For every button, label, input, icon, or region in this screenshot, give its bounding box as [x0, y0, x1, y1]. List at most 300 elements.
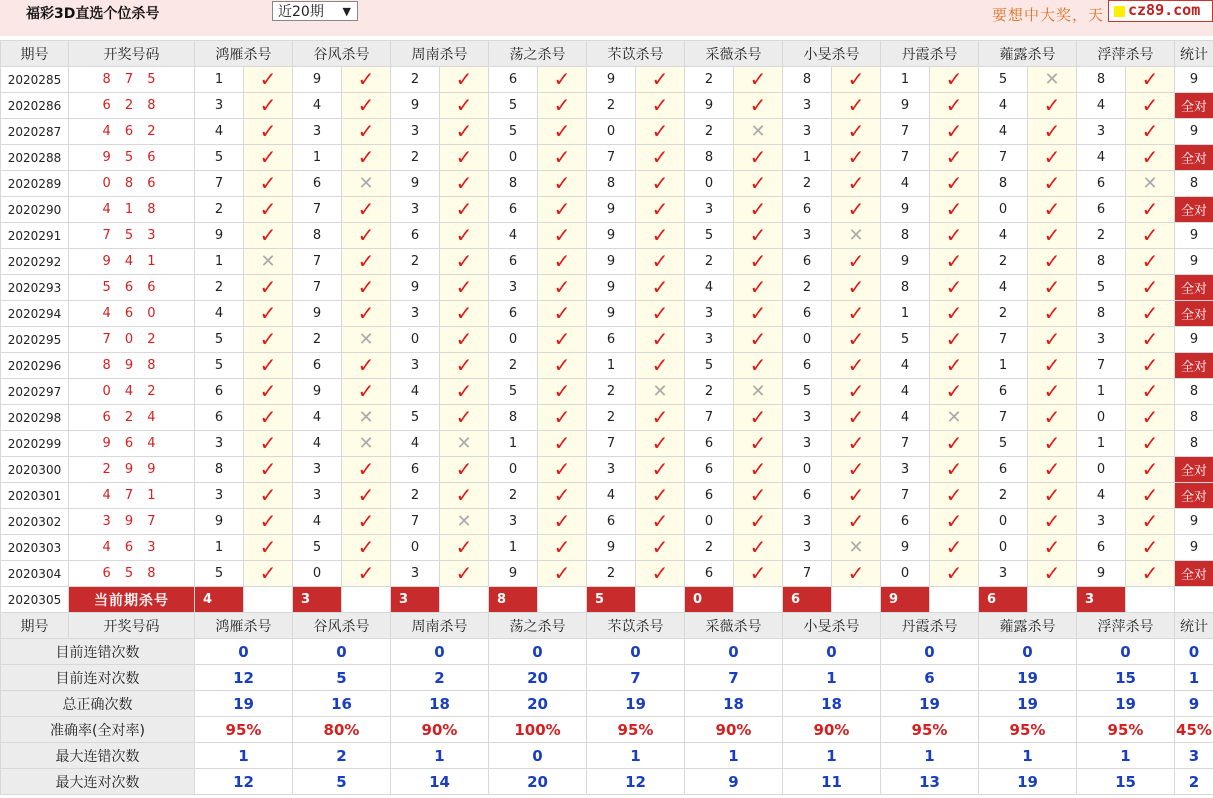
stats-value: 20: [489, 769, 587, 795]
kill-number-cell: 1: [489, 431, 538, 457]
check-icon: ✓: [749, 483, 767, 507]
result-cell: [832, 431, 881, 457]
draw-number-cell: 0 8 6: [69, 171, 195, 197]
result-cell: [636, 561, 685, 587]
check-icon: ✓: [945, 509, 963, 533]
kill-number-cell: 1: [293, 145, 342, 171]
check-icon: ✓: [749, 405, 767, 429]
check-icon: ✓: [651, 171, 669, 195]
check-icon: ✓: [259, 145, 277, 169]
kill-number-cell: 7: [881, 119, 930, 145]
check-icon: ✓: [749, 327, 767, 351]
stats-row: [1, 691, 1213, 717]
stats-value: 18: [685, 691, 783, 717]
result-cell: [342, 249, 391, 275]
stats-value: 11: [783, 769, 881, 795]
check-icon: ✓: [259, 431, 277, 455]
kill-number-cell: 6: [489, 249, 538, 275]
table-row: [1, 145, 1213, 171]
current-kill-number: 3: [391, 587, 440, 613]
table-row: [1, 223, 1213, 249]
kill-number-cell: 7: [979, 405, 1028, 431]
result-cell: [538, 223, 587, 249]
kill-number-cell: 3: [195, 483, 244, 509]
result-cell: [636, 275, 685, 301]
result-cell: [1028, 197, 1077, 223]
kill-number-cell: 7: [1077, 353, 1126, 379]
period-select[interactable]: [272, 1, 358, 21]
kill-number-cell: 1: [587, 353, 636, 379]
col-header-expert: 丹霞杀号: [881, 41, 979, 67]
result-cell: [1028, 561, 1077, 587]
result-cell: [1028, 483, 1077, 509]
check-icon: ✓: [455, 561, 473, 585]
result-cell: [636, 249, 685, 275]
kill-number-cell: 6: [783, 249, 832, 275]
table-row: [1, 275, 1213, 301]
site-badge[interactable]: [1108, 0, 1213, 22]
col-header-expert: 蕹露杀号: [979, 613, 1077, 639]
check-icon: ✓: [259, 119, 277, 143]
check-icon: ✓: [357, 483, 375, 507]
table-row: [1, 509, 1213, 535]
col-header-draw: 开奖号码: [69, 613, 195, 639]
table-row: [1, 431, 1213, 457]
check-icon: ✓: [847, 509, 865, 533]
result-cell: [734, 197, 783, 223]
check-icon: ✓: [749, 93, 767, 117]
result-cell: [832, 483, 881, 509]
result-cell: [244, 353, 293, 379]
kill-number-cell: 6: [587, 509, 636, 535]
kill-number-cell: 9: [391, 171, 440, 197]
stat-cell: 8: [1175, 171, 1213, 197]
check-icon: ✓: [1043, 535, 1061, 559]
result-cell: [244, 93, 293, 119]
result-cell: [1126, 197, 1175, 223]
check-icon: ✓: [1141, 535, 1159, 559]
check-icon: ✓: [259, 171, 277, 195]
kill-number-cell: 9: [195, 509, 244, 535]
current-kill-number: 5: [587, 587, 636, 613]
kill-number-cell: 5: [881, 327, 930, 353]
kill-number-cell: 5: [195, 327, 244, 353]
check-icon: ✓: [945, 67, 963, 91]
result-cell: [832, 93, 881, 119]
kill-number-cell: 4: [979, 223, 1028, 249]
stats-value: 1: [587, 743, 685, 769]
stat-cell: 9: [1175, 119, 1213, 145]
table-row: [1, 535, 1213, 561]
check-icon: ✓: [357, 509, 375, 533]
result-cell: [734, 379, 783, 405]
stats-value: 12: [587, 769, 685, 795]
kill-number-cell: 5: [783, 379, 832, 405]
kill-number-cell: 6: [293, 353, 342, 379]
kill-number-cell: 8: [489, 171, 538, 197]
kill-number-cell: 3: [587, 457, 636, 483]
check-icon: ✓: [1141, 145, 1159, 169]
result-cell: [440, 431, 489, 457]
check-icon: ✓: [651, 197, 669, 221]
current-kill-number: 6: [979, 587, 1028, 613]
draw-number-cell: 7 5 3: [69, 223, 195, 249]
kill-number-cell: 8: [1077, 249, 1126, 275]
kill-number-cell: 6: [1077, 171, 1126, 197]
kill-number-cell: 8: [1077, 301, 1126, 327]
result-cell: [1126, 483, 1175, 509]
check-icon: ✓: [749, 561, 767, 585]
result-cell: [440, 171, 489, 197]
kill-number-cell: 6: [979, 379, 1028, 405]
current-kill-number: 4: [195, 587, 244, 613]
result-cell: [734, 67, 783, 93]
result-cell: [832, 379, 881, 405]
kill-number-table: [0, 40, 1213, 795]
kill-number-cell: 2: [195, 197, 244, 223]
kill-number-cell: 9: [391, 275, 440, 301]
col-header-expert: 谷风杀号: [293, 613, 391, 639]
kill-number-cell: 5: [979, 67, 1028, 93]
kill-number-cell: 4: [881, 379, 930, 405]
result-cell: [342, 223, 391, 249]
kill-number-cell: 4: [685, 275, 734, 301]
col-header-expert: 浮萍杀号: [1077, 41, 1175, 67]
period-cell: 2020304: [1, 561, 69, 587]
check-icon: ✓: [651, 249, 669, 273]
kill-number-cell: 6: [685, 431, 734, 457]
check-icon: ✓: [1043, 223, 1061, 247]
stats-value: 80%: [293, 717, 391, 743]
check-icon: ✓: [651, 483, 669, 507]
kill-number-cell: 0: [979, 197, 1028, 223]
kill-number-cell: 2: [391, 67, 440, 93]
check-icon: ✓: [945, 353, 963, 377]
cross-icon: ✕: [1142, 172, 1158, 194]
check-icon: ✓: [1141, 197, 1159, 221]
result-cell: [538, 379, 587, 405]
kill-number-cell: 3: [293, 119, 342, 145]
result-cell: [342, 119, 391, 145]
check-icon: ✓: [945, 119, 963, 143]
empty-cell: [832, 587, 881, 613]
result-cell: [440, 379, 489, 405]
kill-number-cell: 0: [685, 509, 734, 535]
kill-number-cell: 4: [587, 483, 636, 509]
check-icon: ✓: [847, 353, 865, 377]
result-cell: [342, 509, 391, 535]
kill-number-cell: 1: [979, 353, 1028, 379]
col-header-expert: 丹霞杀号: [881, 613, 979, 639]
kill-number-cell: 3: [783, 223, 832, 249]
check-icon: ✓: [651, 301, 669, 325]
stats-label: 目前连对次数: [1, 665, 195, 691]
check-icon: ✓: [1141, 93, 1159, 117]
check-icon: ✓: [847, 171, 865, 195]
result-cell: [342, 93, 391, 119]
kill-number-cell: 5: [685, 353, 734, 379]
stats-value: 2: [293, 743, 391, 769]
col-header-expert: 鸿雁杀号: [195, 613, 293, 639]
result-cell: [1126, 301, 1175, 327]
result-cell: [930, 509, 979, 535]
result-cell: [930, 171, 979, 197]
check-icon: ✓: [651, 509, 669, 533]
kill-number-cell: 8: [881, 275, 930, 301]
kill-number-cell: 3: [195, 93, 244, 119]
result-cell: [734, 275, 783, 301]
kill-number-cell: 2: [489, 483, 538, 509]
check-icon: ✓: [945, 431, 963, 455]
kill-number-cell: 3: [783, 119, 832, 145]
col-header-expert: 荡之杀号: [489, 41, 587, 67]
kill-number-cell: 5: [489, 379, 538, 405]
kill-number-cell: 1: [195, 67, 244, 93]
period-cell: 2020292: [1, 249, 69, 275]
kill-number-cell: 6: [783, 353, 832, 379]
result-cell: [734, 353, 783, 379]
check-icon: ✓: [1043, 483, 1061, 507]
result-cell: [538, 483, 587, 509]
check-icon: ✓: [945, 561, 963, 585]
table-row: [1, 379, 1213, 405]
result-cell: [636, 353, 685, 379]
current-kill-number: 9: [881, 587, 930, 613]
check-icon: ✓: [259, 483, 277, 507]
kill-number-cell: 4: [293, 431, 342, 457]
result-cell: [244, 145, 293, 171]
kill-number-cell: 0: [881, 561, 930, 587]
kill-number-cell: 8: [1077, 67, 1126, 93]
stats-value: 20: [489, 691, 587, 717]
kill-number-cell: 8: [783, 67, 832, 93]
check-icon: ✓: [847, 405, 865, 429]
check-icon: ✓: [357, 67, 375, 91]
kill-number-cell: 7: [293, 275, 342, 301]
kill-number-cell: 9: [293, 67, 342, 93]
result-cell: [538, 119, 587, 145]
check-icon: ✓: [847, 119, 865, 143]
result-cell: [832, 197, 881, 223]
result-cell: [244, 119, 293, 145]
check-icon: ✓: [259, 93, 277, 117]
result-cell: [930, 275, 979, 301]
result-cell: [440, 119, 489, 145]
empty-cell: [1028, 587, 1077, 613]
result-cell: [244, 301, 293, 327]
check-icon: ✓: [651, 535, 669, 559]
stats-value: 18: [391, 691, 489, 717]
check-icon: ✓: [357, 561, 375, 585]
check-icon: ✓: [1141, 223, 1159, 247]
check-icon: ✓: [553, 405, 571, 429]
kill-number-cell: 3: [685, 301, 734, 327]
kill-number-cell: 0: [1077, 405, 1126, 431]
stats-value: 18: [783, 691, 881, 717]
kill-number-cell: 3: [489, 275, 538, 301]
draw-number-cell: 0 4 2: [69, 379, 195, 405]
stats-row: [1, 717, 1213, 743]
check-icon: ✓: [945, 145, 963, 169]
kill-number-cell: 6: [783, 483, 832, 509]
check-icon: ✓: [651, 431, 669, 455]
check-icon: ✓: [1043, 561, 1061, 585]
check-icon: ✓: [553, 249, 571, 273]
check-icon: ✓: [1043, 301, 1061, 325]
result-cell: [440, 93, 489, 119]
result-cell: [342, 457, 391, 483]
kill-number-cell: 2: [685, 379, 734, 405]
check-icon: ✓: [749, 145, 767, 169]
result-cell: [1028, 145, 1077, 171]
result-cell: [538, 301, 587, 327]
kill-number-cell: 9: [195, 223, 244, 249]
stat-cell: 全对: [1175, 483, 1213, 509]
stats-value: 5: [293, 665, 391, 691]
check-icon: ✓: [847, 431, 865, 455]
kill-number-cell: 2: [489, 353, 538, 379]
col-header-expert: 芣苡杀号: [587, 613, 685, 639]
draw-number-cell: 7 0 2: [69, 327, 195, 353]
stats-value: 95%: [881, 717, 979, 743]
kill-number-cell: 1: [1077, 379, 1126, 405]
result-cell: [440, 145, 489, 171]
result-cell: [342, 171, 391, 197]
result-cell: [734, 509, 783, 535]
kill-number-cell: 5: [195, 353, 244, 379]
draw-number-cell: 2 9 9: [69, 457, 195, 483]
result-cell: [1028, 67, 1077, 93]
table-row: [1, 405, 1213, 431]
check-icon: ✓: [1043, 197, 1061, 221]
period-cell: 2020291: [1, 223, 69, 249]
result-cell: [1126, 431, 1175, 457]
cross-icon: ✕: [652, 380, 668, 402]
col-header-expert: 谷风杀号: [293, 41, 391, 67]
check-icon: ✓: [455, 145, 473, 169]
cross-icon: ✕: [358, 328, 374, 350]
kill-number-cell: 6: [685, 483, 734, 509]
stats-label: 最大连对次数: [1, 769, 195, 795]
result-cell: [538, 145, 587, 171]
check-icon: ✓: [357, 145, 375, 169]
check-icon: ✓: [357, 249, 375, 273]
check-icon: ✓: [651, 223, 669, 247]
period-cell: 2020305: [1, 587, 69, 613]
stats-value: 1: [685, 743, 783, 769]
check-icon: ✓: [553, 431, 571, 455]
table-row: [1, 93, 1213, 119]
kill-number-cell: 6: [783, 197, 832, 223]
result-cell: [1028, 327, 1077, 353]
result-cell: [244, 405, 293, 431]
stats-row: [1, 769, 1213, 795]
result-cell: [636, 457, 685, 483]
check-icon: ✓: [1141, 379, 1159, 403]
kill-number-cell: 2: [979, 483, 1028, 509]
cross-icon: ✕: [358, 406, 374, 428]
stats-value: 2: [391, 665, 489, 691]
stats-value: 1: [1175, 665, 1213, 691]
result-cell: [1126, 145, 1175, 171]
check-icon: ✓: [1141, 301, 1159, 325]
result-cell: [244, 275, 293, 301]
stats-value: 95%: [587, 717, 685, 743]
stats-label: 最大连错次数: [1, 743, 195, 769]
result-cell: [244, 431, 293, 457]
table-row: [1, 353, 1213, 379]
current-kill-number: 3: [293, 587, 342, 613]
result-cell: [930, 249, 979, 275]
draw-number-cell: 8 7 5: [69, 67, 195, 93]
check-icon: ✓: [455, 67, 473, 91]
stats-value: 19: [881, 691, 979, 717]
check-icon: ✓: [945, 249, 963, 273]
result-cell: [832, 405, 881, 431]
kill-number-cell: 3: [1077, 509, 1126, 535]
result-cell: [636, 93, 685, 119]
check-icon: ✓: [259, 197, 277, 221]
current-kill-number: 6: [783, 587, 832, 613]
check-icon: ✓: [847, 145, 865, 169]
check-icon: ✓: [1043, 249, 1061, 273]
result-cell: [244, 249, 293, 275]
col-header-expert: 采薇杀号: [685, 613, 783, 639]
kill-number-cell: 2: [685, 535, 734, 561]
stats-value: 1: [783, 743, 881, 769]
kill-number-cell: 9: [293, 301, 342, 327]
stat-cell: 全对: [1175, 301, 1213, 327]
stats-row: [1, 639, 1213, 665]
stat-cell: 9: [1175, 249, 1213, 275]
kill-number-cell: 9: [391, 93, 440, 119]
cross-icon: ✕: [750, 380, 766, 402]
result-cell: [342, 535, 391, 561]
kill-number-cell: 3: [391, 353, 440, 379]
kill-number-cell: 6: [685, 457, 734, 483]
kill-number-cell: 1: [195, 249, 244, 275]
kill-number-cell: 0: [783, 457, 832, 483]
kill-number-cell: 4: [979, 93, 1028, 119]
check-icon: ✓: [651, 119, 669, 143]
kill-number-cell: 3: [783, 509, 832, 535]
check-icon: ✓: [847, 379, 865, 403]
stats-label: 目前连错次数: [1, 639, 195, 665]
kill-number-cell: 9: [881, 197, 930, 223]
check-icon: ✓: [749, 67, 767, 91]
result-cell: [832, 457, 881, 483]
check-icon: ✓: [749, 197, 767, 221]
result-cell: [342, 353, 391, 379]
check-icon: ✓: [553, 145, 571, 169]
result-cell: [930, 457, 979, 483]
kill-number-cell: 4: [1077, 483, 1126, 509]
kill-number-cell: 4: [979, 275, 1028, 301]
result-cell: [1126, 93, 1175, 119]
check-icon: ✓: [455, 171, 473, 195]
result-cell: [342, 197, 391, 223]
result-cell: [1126, 67, 1175, 93]
stats-value: 1: [881, 743, 979, 769]
check-icon: ✓: [553, 197, 571, 221]
stats-value: 16: [293, 691, 391, 717]
kill-number-cell: 9: [587, 67, 636, 93]
check-icon: ✓: [749, 509, 767, 533]
result-cell: [1028, 431, 1077, 457]
result-cell: [734, 145, 783, 171]
kill-number-cell: 3: [1077, 119, 1126, 145]
kill-number-cell: 4: [881, 171, 930, 197]
